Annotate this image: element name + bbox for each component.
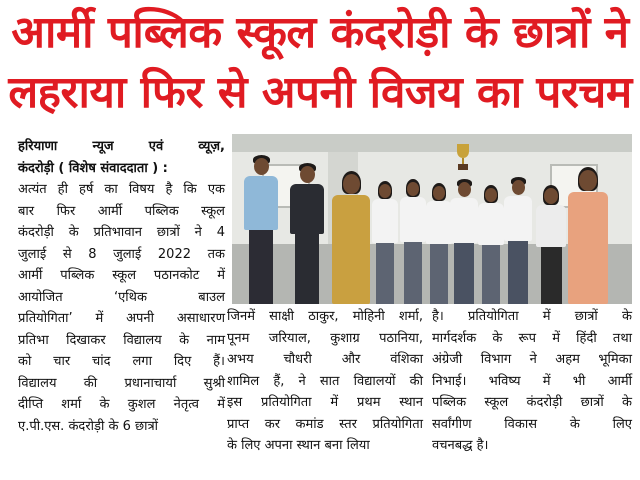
photo-wall-band (232, 134, 632, 152)
article-line: अंग्रेजी विभाग ने अहम भूमिका (432, 352, 632, 367)
article-column-2 (227, 306, 423, 457)
photo-person (536, 186, 566, 304)
photo-person (372, 182, 398, 304)
article-line: इस प्रतियोगिता में प्रथम स्थान (227, 395, 423, 410)
article-line: प्रतिभा दिखाकर विद्यालय के नाम (18, 332, 225, 348)
article-line: को चार चांद लगा दिए हैं। (18, 354, 225, 369)
photo-person (478, 186, 504, 304)
article-line: जुलाई से 8 जुलाई 2022 तक (18, 246, 225, 262)
article-line: जिनमें साक्षी ठाकुर, मोहिनी शर्मा, (227, 309, 423, 324)
photo-person (332, 172, 370, 304)
photo-person (244, 156, 278, 304)
article-line: आयोजित ‘एथिक बाउल (18, 289, 225, 305)
article-line: विद्यालय की प्रधानाचार्या सुश्री (18, 375, 225, 391)
article-line: मार्गदर्शक के रूप में हिंदी तथा (432, 330, 632, 346)
article-column-1 (18, 136, 225, 437)
photo-person (426, 184, 452, 304)
article-line: सर्वांगीण विकास के लिए (432, 416, 632, 432)
article-line: के लिए अपना स्थान बना लिया (227, 438, 370, 453)
news-photo (232, 134, 632, 304)
article-line: पब्लिक स्कूल कंदरोड़ी छात्रों के (432, 395, 632, 410)
article-line: शामिल हैं, ने सात विद्यालयों की (227, 373, 423, 389)
article-line: है। प्रतियोगिता में छात्रों के (432, 309, 632, 324)
photo-person (290, 164, 324, 304)
photo-person (400, 180, 426, 304)
article-column-3 (432, 306, 632, 457)
headline-line-1: आर्मी पब्लिक स्कूल कंदरोड़ी के छात्रों ने (11, 7, 629, 58)
photo-person (568, 168, 608, 304)
article-line: दीप्ति शर्मा के कुशल नेतृत्व में (18, 397, 225, 412)
article-line: पूनम जरियाल, कुशाग्र पठानिया, (227, 330, 423, 346)
photo-person (450, 180, 478, 304)
article-line: आर्मी पब्लिक स्कूल पठानकोट में (18, 268, 225, 283)
dateline-place: कंदरोड़ी ( विशेष संवाददाता ) : (18, 160, 168, 176)
article-line: प्रतियोगिता’ में अपनी असाधारण (18, 311, 225, 326)
photo-person (504, 178, 532, 304)
article-line: अभय चौधरी और वंशिका (227, 352, 423, 367)
article-line: निभाई। भविष्य में भी आर्मी (432, 373, 632, 389)
dateline-source: हरियाणा न्यूज एवं व्यूज़, (18, 139, 225, 154)
headline-line-2: लहराया फिर से अपनी विजय का परचम (8, 67, 632, 118)
article-line: प्राप्त कर कमांड स्तर प्रतियोगिता (227, 416, 423, 432)
article-line: अत्यंत ही हर्ष का विषय है कि एक (18, 182, 225, 197)
article-line: कंदरोड़ी के प्रतिभावान छात्रों ने 4 (18, 225, 225, 240)
article-line: ए.पी.एस. कंदरोड़ी के 6 छात्रों (18, 418, 159, 434)
article-line: बार फिर आर्मी पब्लिक स्कूल (18, 203, 225, 219)
article-line: वचनबद्ध है। (432, 438, 489, 453)
trophy-icon (454, 142, 472, 172)
